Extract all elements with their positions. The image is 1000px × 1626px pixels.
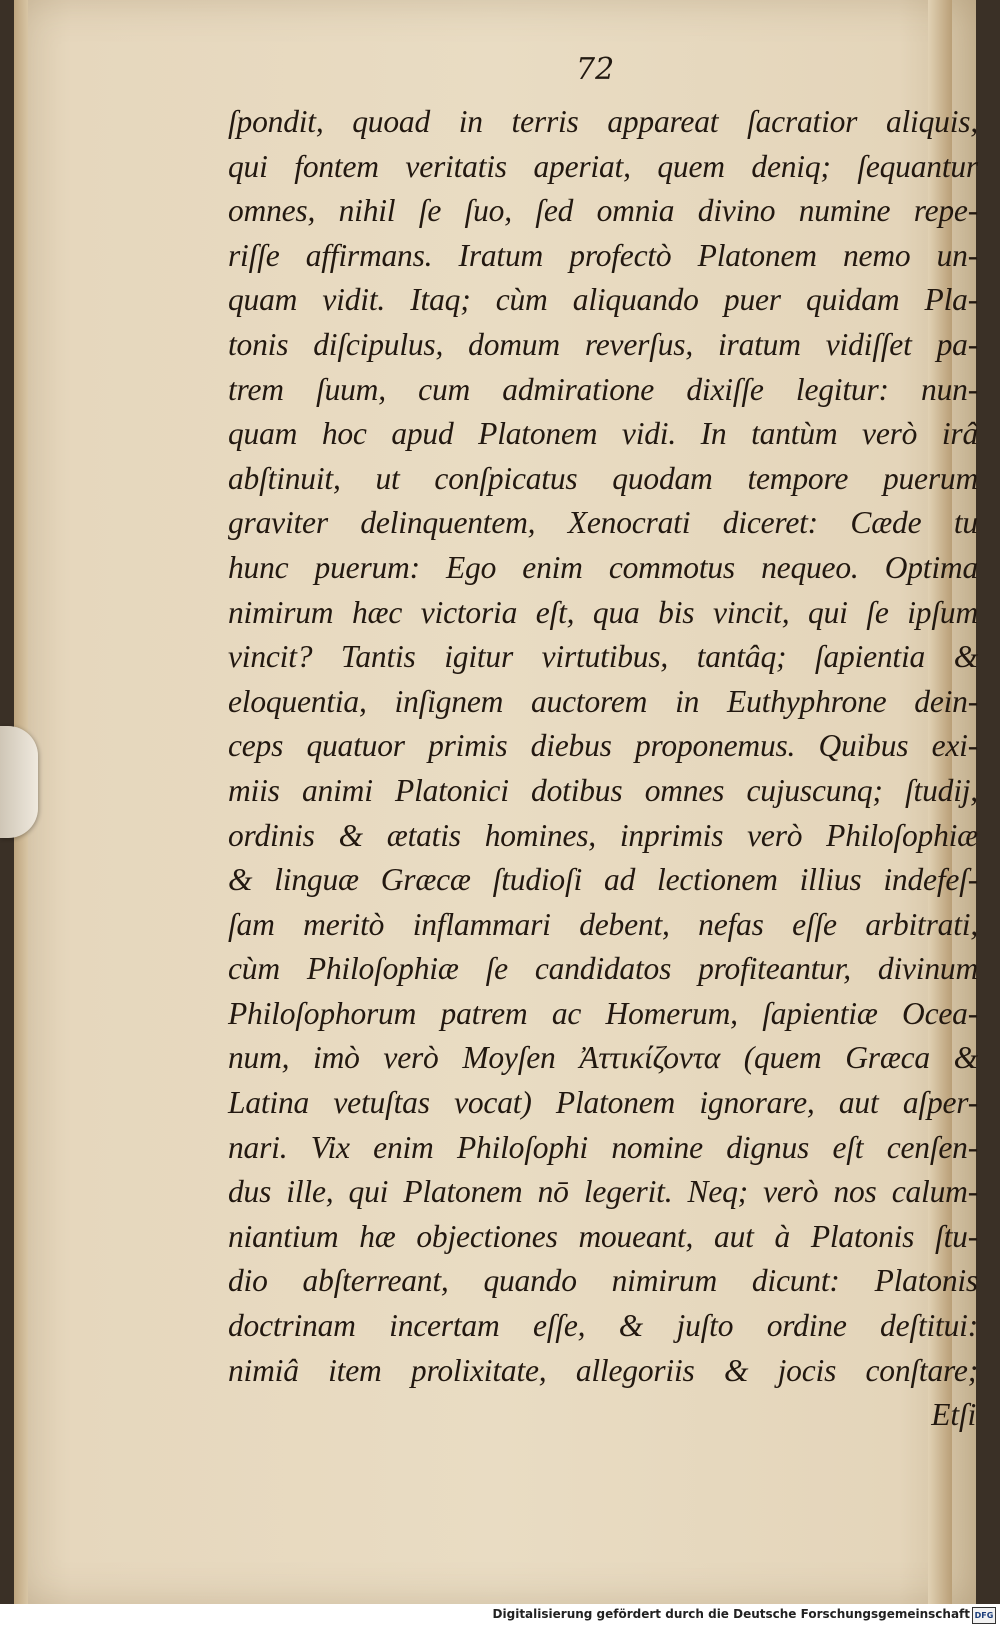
text-line: & linguæ Græcæ ſtudioſi ad lectionem illius indefeſ- [228,862,978,898]
text-line: quam hoc apud Platonem vidi. In tantùm verò irâ [228,416,978,452]
book-page [14,0,976,1604]
text-line: qui fontem veritatis aperiat, quem deniq; ſequantur [228,148,978,184]
text-line: ceps quatuor primis diebus proponemus. Quibus exi- [228,728,978,764]
text-line: ſpondit, quoad in terris appareat ſacratior aliquis, [228,104,978,139]
footer-bar [0,1604,1000,1626]
text-line: nimiâ item prolixitate, allegoriis & jocis conſtare; [228,1352,978,1388]
text-line: graviter delinquentem, Xenocrati diceret: Cæde tu [228,505,978,541]
text-line: num, imò verò Moyſen Ἀττικίζοντα (quem Græca & [228,1040,978,1076]
text-line: nimirum hæc victoria eſt, qua bis vincit, qui ſe ipſum [228,594,978,630]
text-line: hunc puerum: Ego enim commotus nequeo. Optima [228,549,978,585]
text-line: ſam meritò inflammari debent, nefas eſſe arbitrati, [228,906,978,942]
text-block [228,100,978,1438]
text-line: eloquentia, inſignem auctorem in Euthyphrone dein- [228,683,978,719]
text-line: nari. Vix enim Philoſophi nomine dignus eſt cenſen- [228,1129,978,1165]
text-line: riſſe affirmans. Iratum profectò Platonem nemo un- [228,237,978,273]
page-clip [0,726,38,838]
catchword: Etſi [931,1397,976,1433]
text-line: doctrinam incertam eſſe, & juſto ordine deſtitui: [228,1308,978,1344]
text-line: niantium hæ objectiones moueant, aut à Platonis ſtu- [228,1218,978,1254]
text-line: ordinis & ætatis homines, inprimis verò Philoſophiæ [228,817,978,853]
text-line: dus ille, qui Platonem nō legerit. Neq; verò nos calum- [228,1174,978,1210]
text-line: miis animi Platonici dotibus omnes cujuscunq; ſtudij, [228,772,978,808]
text-line: Philoſophorum patrem ac Homerum, ſapientiæ Ocea- [228,995,978,1031]
text-line: quam vidit. Itaq; cùm aliquando puer quidam Pla- [228,282,978,318]
text-line: vincit? Tantis igitur virtutibus, tantâq; ſapientia & [228,639,978,675]
page-number: 72 [576,52,615,87]
text-line: Latina vetuſtas vocat) Platonem ignorare, aut aſper- [228,1085,978,1121]
text-line: tonis diſcipulus, domum reverſus, iratum vidiſſet pa- [228,326,978,362]
text-line: dio abſterreant, quando nimirum dicunt: Platonis [228,1263,978,1299]
text-line: cùm Philoſophiæ ſe candidatos profiteantur, divinum [228,951,978,987]
footer-credit: Digitalisierung gefördert durch die Deutsche Forschungsgemeinschaft [492,1607,970,1621]
text-line: trem ſuum, cum admiratione dixiſſe legitur: nun- [228,371,978,407]
text-line: abſtinuit, ut conſpicatus quodam tempore puerum [228,460,978,496]
text-line: omnes, nihil ſe ſuo, ſed omnia divino numine repe- [228,193,978,229]
dfg-logo-icon: DFG [972,1607,996,1624]
